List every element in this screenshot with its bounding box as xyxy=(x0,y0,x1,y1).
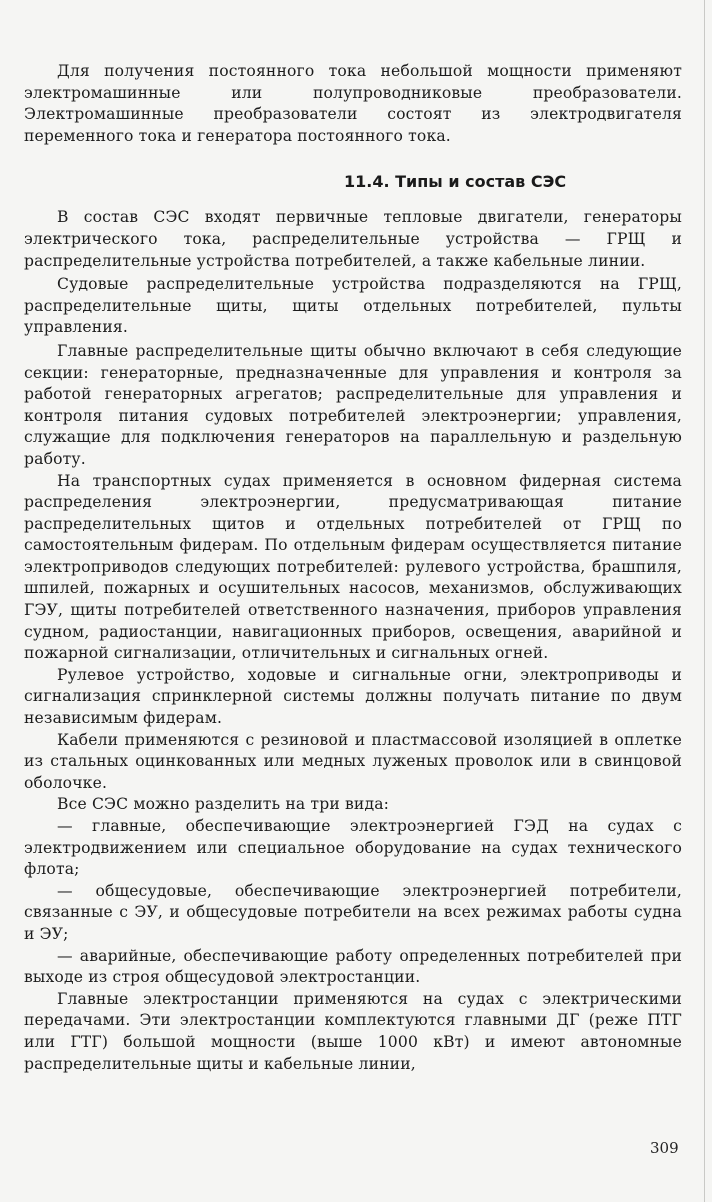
page-text xyxy=(24,61,682,1075)
paragraph: На транспортных судах применяется в основном фидерная система распределения электроэнергии, предусматривающая питание распределительных щитов и отдельных потребителей от ГРЩ по самостоятельным фидерам. По отдельным фидерам осуществляется питание электроприводов следующих потребителей: рулевого устройства, брашпиля, шпилей, пожарных и осушительных насосов, механизмов, обслуживающих ГЭУ, щиты потребителей ответственного назначения, приборов управления судном, радиостанции, навигационных приборов, освещения, аварийной и пожарной сигнализации, отличительных и сигнальных огней. xyxy=(24,471,682,663)
page-edge-shadow xyxy=(704,0,705,1202)
paragraph: Главные распределительные щиты обычно включают в себя следующие секции: генераторные, предназначенные для управления и контроля за работой генераторных агрегатов; распределительные для управления и контроля питания судовых потребителей электроэнергии; управления, служащие для подключения генераторов на параллельную и раздельную работу. xyxy=(24,341,682,468)
paragraph: Все СЭС можно разделить на три вида: xyxy=(57,795,390,814)
paragraph: Главные электростанции применяются на судах с электрическими передачами. Эти электростанции комплектуются главными ДГ (реже ПТГ или ГТГ) большой мощности (выше 1000 кВт) и имеют автономные распределительные щиты и кабельные линии, xyxy=(24,989,682,1073)
paragraph: В состав СЭС входят первичные тепловые двигатели, генераторы электрического тока, распределительные устройства — ГРЩ и распределительные устройства потребителей, а также кабельные линии. xyxy=(24,208,682,270)
list-item: — общесудовые, обеспечивающие электроэнергией потребители, связанные с ЭУ, и общесудовые потребители на всех режимах работы судна и ЭУ; xyxy=(24,881,682,943)
page-number: 309 xyxy=(650,1139,679,1157)
section-heading: 11.4. Типы и состав СЭС xyxy=(344,172,567,192)
paragraph: Судовые распределительные устройства подразделяются на ГРЩ, распределительные щиты, щиты отдельных потребителей, пульты управления. xyxy=(24,275,682,337)
paragraph: Рулевое устройство, ходовые и сигнальные огни, электроприводы и сигнализация спринклерной системы должны получать питание по двум независимым фидерам. xyxy=(24,665,682,728)
list-item: — аварийные, обеспечивающие работу определенных потребителей при выходе из строя общесудовой электростанции. xyxy=(24,946,682,987)
paragraph-intro: Для получения постоянного тока небольшой мощности применяют электромашинные или полупроводниковые преобразователи. Электромашинные преобразователи состоят из электродвигателя переменного тока и генератора постоянного тока. xyxy=(24,62,682,145)
paragraph: Кабели применяются с резиновой и пластмассовой изоляцией в оплетке из стальных оцинкованных или медных луженых проволок или в свинцовой оболочке. xyxy=(24,730,682,792)
list-item: — главные, обеспечивающие электроэнергией ГЭД на судах с электродвижением или специальное оборудование на судах технического флота; xyxy=(24,817,682,879)
